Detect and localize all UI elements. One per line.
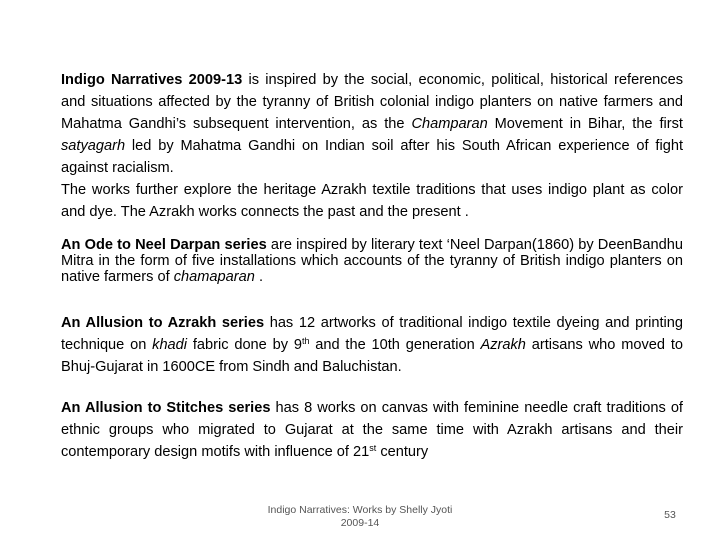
paragraph-azrakh-series bbox=[61, 312, 683, 378]
text-span: has 12 artworks of traditional indigo textile dyeing and printing technique on bbox=[61, 315, 683, 353]
title-indigo-narratives: Indigo Narratives 2009-13 bbox=[61, 72, 243, 88]
text-span: has 8 works on canvas with feminine needle craft traditions of ethnic groups who migrated to Gujarat at the same time with Azrakh artisans and their contemporary design motifs with influence of 21 bbox=[61, 400, 683, 460]
paragraph-neel-darpan bbox=[61, 237, 683, 285]
title-neel-darpan-series: An Ode to Neel Darpan series bbox=[61, 237, 267, 253]
paragraph-indigo-narratives bbox=[61, 69, 683, 179]
italic-satyagarh: satyagarh bbox=[61, 138, 126, 154]
footer-title: Indigo Narratives: Works by Shelly Jyoti bbox=[267, 504, 453, 516]
text-span: fabric done by 9 bbox=[187, 337, 302, 353]
text-span: . bbox=[254, 269, 263, 285]
text-span: led by Mahatma Gandhi on Indian soil after his South African experience of fight against racialism. bbox=[61, 138, 683, 176]
italic-champaran: Champaran bbox=[411, 116, 488, 132]
paragraph-azrakh-heritage bbox=[61, 179, 683, 223]
superscript-st: st bbox=[369, 443, 377, 453]
italic-chamaparan: chamaparan bbox=[173, 269, 255, 285]
text-span: and the 10th generation bbox=[309, 337, 481, 353]
title-stitches-series: An Allusion to Stitches series bbox=[61, 400, 271, 416]
italic-khadi: khadi bbox=[152, 337, 188, 353]
paragraph-stitches-series bbox=[61, 397, 683, 463]
text-span: Movement in Bihar, the first bbox=[487, 116, 683, 132]
title-azrakh-series: An Allusion to Azrakh series bbox=[61, 315, 265, 331]
text-span: is inspired by the social, economic, political, historical references and situations affected by the tyranny of British colonial indigo planters on native farmers and Mahatma Gandhi’s subsequent intervention, as the bbox=[61, 72, 683, 132]
footer-year: 2009-14 bbox=[340, 517, 380, 529]
superscript-th: th bbox=[301, 336, 310, 346]
page-number: 53 bbox=[664, 509, 676, 521]
text-span: century bbox=[376, 444, 429, 460]
text-span: are inspired by literary text ‘Neel Darpan(1860) by DeenBandhu Mitra in the form of five installations which accounts of the tyranny of British indigo planters on native farmers of bbox=[61, 237, 683, 285]
footer bbox=[240, 504, 480, 530]
italic-azrakh: Azrakh bbox=[480, 337, 526, 353]
text-span: The works further explore the heritage Azrakh textile traditions that uses indigo plant as color and dye. The Azrakh works connects the past and the present . bbox=[61, 182, 683, 220]
text-span: artisans who moved to Bhuj-Gujarat in 1600CE from Sindh and Baluchistan. bbox=[61, 337, 683, 375]
